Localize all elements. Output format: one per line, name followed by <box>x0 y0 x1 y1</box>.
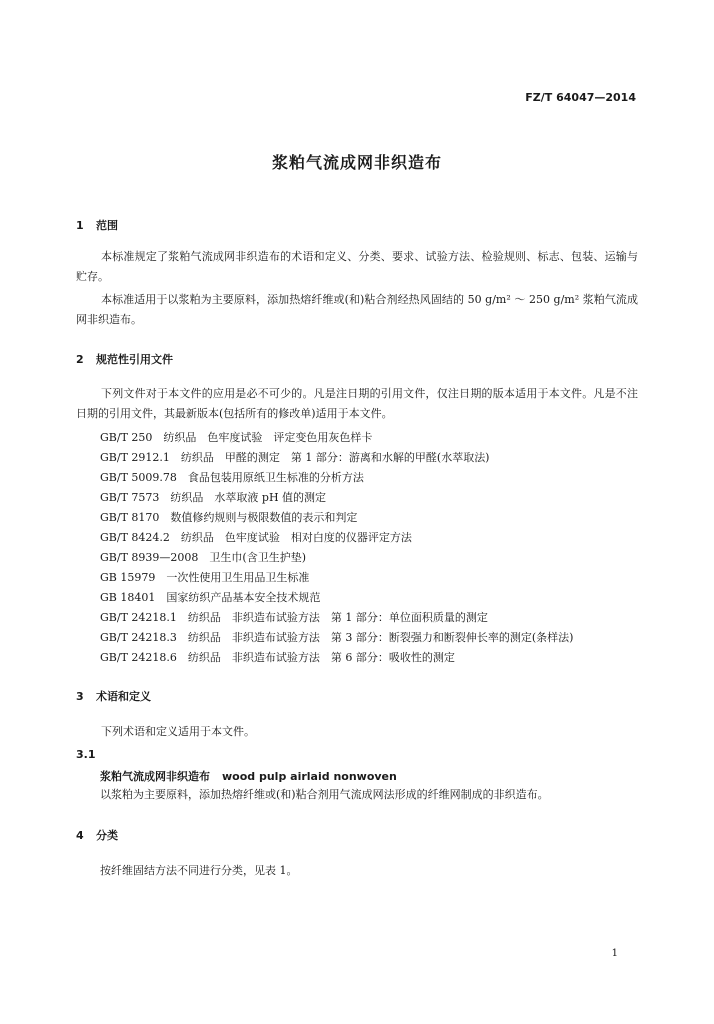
reference-code: GB/T 24218.1 <box>100 611 177 624</box>
section-number: 2 <box>76 353 84 366</box>
reference-code: GB/T 2912.1 <box>100 451 170 464</box>
reference-item <box>100 488 337 508</box>
reference-code: GB/T 24218.6 <box>100 651 177 664</box>
reference-item <box>100 508 368 528</box>
reference-code: GB/T 8424.2 <box>100 531 170 544</box>
reference-item <box>100 548 317 568</box>
section-title: 规范性引用文件 <box>96 353 173 366</box>
reference-title: 食品包装用原纸卫生标准的分析方法 <box>187 471 364 484</box>
reference-item <box>100 428 383 448</box>
reference-title: 纺织品 甲醛的测定 第 1 部分：游离和水解的甲醛(水萃取法) <box>180 451 490 464</box>
reference-item <box>100 608 499 628</box>
paragraph: 下列术语和定义适用于本文件。 <box>101 725 255 738</box>
reference-item <box>100 568 320 588</box>
paragraph: 按纤维固结方法不同进行分类，见表 1。 <box>100 864 298 877</box>
reference-title: 国家纺织产品基本安全技术规范 <box>166 591 321 604</box>
section-4-heading <box>76 827 118 843</box>
section-number: 1 <box>76 219 84 232</box>
term-heading <box>100 768 397 784</box>
term-english: wood pulp airlaid nonwoven <box>222 770 397 783</box>
section-title: 范围 <box>96 219 118 232</box>
reference-code: GB 18401 <box>100 591 156 604</box>
reference-item <box>100 528 423 548</box>
paragraph: 本标准适用于以浆粕为主要原料，添加热熔纤维或(和)粘合剂经热风固结的 50 g/m² ～ 250 g/m² 浆粕气流成网非织造布。 <box>76 293 638 326</box>
reference-code: GB/T 5009.78 <box>100 471 177 484</box>
reference-item <box>100 648 466 668</box>
section-number: 4 <box>76 829 84 842</box>
reference-item <box>100 588 331 608</box>
reference-title: 纺织品 非织造布试验方法 第 6 部分：吸收性的测定 <box>187 651 455 664</box>
section-1-heading <box>76 217 118 233</box>
section-3-heading <box>76 688 151 704</box>
term-chinese: 浆粕气流成网非织造布 <box>100 770 210 783</box>
reference-item <box>100 628 584 648</box>
reference-title: 纺织品 非织造布试验方法 第 1 部分：单位面积质量的测定 <box>187 611 488 624</box>
reference-code: GB/T 24218.3 <box>100 631 177 644</box>
reference-item <box>100 468 375 488</box>
section-2-heading <box>76 351 173 367</box>
reference-code: GB/T 8170 <box>100 511 160 524</box>
term-definition: 以浆粕为主要原料，添加热熔纤维或(和)粘合剂用气流成网法形成的纤维网制成的非织造布。 <box>100 788 549 801</box>
reference-code: GB 15979 <box>100 571 156 584</box>
paragraph: 下列文件对于本文件的应用是必不可少的。凡是注日期的引用文件，仅注日期的版本适用于本文件。凡是不注日期的引用文件，其最新版本(包括所有的修改单)适用于本文件。 <box>76 387 638 420</box>
section-number: 3 <box>76 690 84 703</box>
reference-item <box>100 448 500 468</box>
document-title: 浆粕气流成网非织造布 <box>271 153 442 172</box>
reference-code: GB/T 250 <box>100 431 153 444</box>
term-number: 3.1 <box>76 748 96 761</box>
reference-title: 纺织品 非织造布试验方法 第 3 部分：断裂强力和断裂伸长率的测定(条样法) <box>187 631 574 644</box>
reference-title: 数值修约规则与极限数值的表示和判定 <box>170 511 358 524</box>
reference-title: 卫生巾(含卫生护垫) <box>209 551 306 564</box>
paragraph: 本标准规定了浆粕气流成网非织造布的术语和定义、分类、要求、试验方法、检验规则、标志、包装、运输与贮存。 <box>76 250 638 283</box>
reference-code: GB/T 8939—2008 <box>100 551 199 564</box>
reference-title: 纺织品 色牢度试验 相对白度的仪器评定方法 <box>180 531 412 544</box>
page-number: 1 <box>611 948 618 959</box>
reference-title: 纺织品 色牢度试验 评定变色用灰色样卡 <box>163 431 373 444</box>
reference-code: GB/T 7573 <box>100 491 160 504</box>
section-title: 术语和定义 <box>96 690 151 703</box>
section-title: 分类 <box>96 829 118 842</box>
reference-title: 纺织品 水萃取液 pH 值的测定 <box>170 491 327 504</box>
standard-number: FZ/T 64047—2014 <box>525 91 636 104</box>
reference-title: 一次性使用卫生用品卫生标准 <box>166 571 310 584</box>
